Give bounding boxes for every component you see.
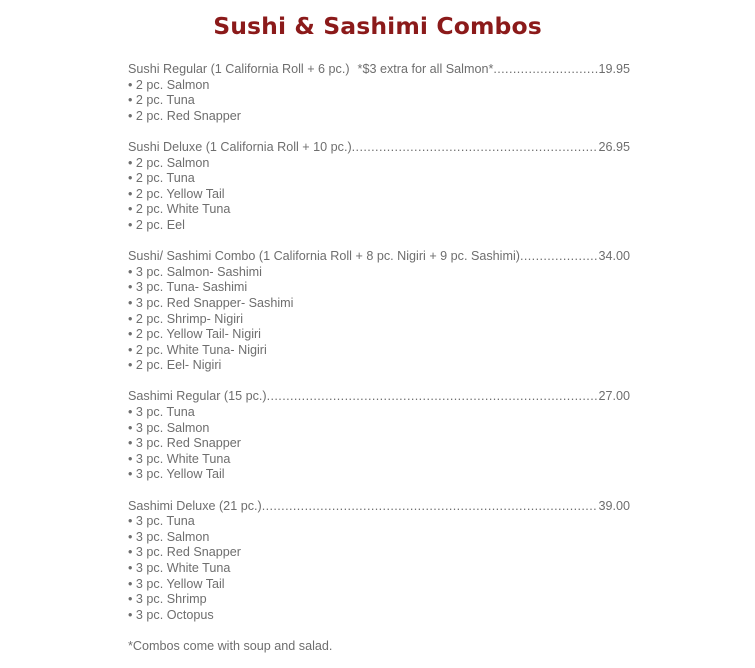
combo-item-text: 2 pc. White Tuna- Nigiri <box>135 342 267 357</box>
dot-leader <box>262 499 599 515</box>
bullet-icon: • <box>128 155 133 170</box>
combo-item <box>128 312 630 328</box>
combo-item <box>128 514 630 530</box>
combo-item-text: 2 pc. Shrimp- Nigiri <box>135 311 243 326</box>
combo-name: Sushi Deluxe (1 California Roll + 10 pc.) <box>128 139 352 154</box>
combo-item <box>128 467 630 483</box>
combo-item <box>128 592 630 608</box>
combo-price: 26.95 <box>598 139 630 154</box>
bullet-icon: • <box>128 217 133 232</box>
combo-item-text: 3 pc. Salmon <box>135 529 210 544</box>
combo-item-text: 3 pc. Salmon <box>135 420 210 435</box>
combo-item <box>128 78 630 94</box>
combo-item-text: 3 pc. Tuna- Sashimi <box>135 280 248 295</box>
combo-item <box>128 109 630 125</box>
combo-item <box>128 218 630 234</box>
bullet-icon: • <box>128 280 133 295</box>
bullet-icon: • <box>128 327 133 342</box>
combo-item <box>128 265 630 281</box>
combo-item-text: 2 pc. Tuna <box>135 93 195 108</box>
combo-note: *$3 extra for all Salmon* <box>357 62 494 76</box>
combo-item-text: 2 pc. Eel- Nigiri <box>135 358 222 373</box>
combo-price: 34.00 <box>598 249 630 264</box>
combo-item-text: 3 pc. Tuna <box>135 405 195 420</box>
dot-leader <box>352 140 599 156</box>
footnote: *Combos come with soup and salad. <box>128 638 333 653</box>
combo-header <box>128 389 630 405</box>
combo-section <box>128 499 630 624</box>
combo-item-text: 3 pc. Red Snapper- Sashimi <box>135 295 294 310</box>
bullet-icon: • <box>128 592 133 607</box>
bullet-icon: • <box>128 108 133 123</box>
combo-item-list <box>128 514 630 623</box>
bullet-icon: • <box>128 358 133 373</box>
combo-item-list <box>128 405 630 483</box>
bullet-icon: • <box>128 561 133 575</box>
combo-item <box>128 327 630 343</box>
combo-name: Sushi Regular (1 California Roll + 6 pc.) <box>128 62 350 76</box>
combo-header <box>128 62 630 78</box>
bullet-icon: • <box>128 171 133 186</box>
combo-item <box>128 421 630 437</box>
bullet-icon: • <box>128 264 133 279</box>
combo-item-text: 3 pc. White Tuna <box>135 561 231 575</box>
combo-item <box>128 452 630 468</box>
combo-item-list <box>128 156 630 234</box>
combo-item-text: 3 pc. Yellow Tail <box>135 467 225 482</box>
combo-item-text: 2 pc. Yellow Tail- Nigiri <box>135 327 261 342</box>
dot-leader <box>520 249 599 265</box>
bullet-icon: • <box>128 295 133 310</box>
combo-item <box>128 405 630 421</box>
combo-item-text: 2 pc. Red Snapper <box>135 108 241 123</box>
bullet-icon: • <box>128 451 133 466</box>
bullet-icon: • <box>128 514 133 529</box>
combo-item-text: 3 pc. Tuna <box>135 514 195 529</box>
combo-item-list <box>128 78 630 125</box>
combo-item-text: 3 pc. Yellow Tail <box>135 576 225 591</box>
combo-item-text: 3 pc. Salmon- Sashimi <box>135 264 262 279</box>
combo-section <box>128 389 630 483</box>
combo-item-text: 3 pc. Red Snapper <box>135 545 241 560</box>
combo-section <box>128 140 630 234</box>
bullet-icon: • <box>128 436 133 451</box>
combo-item <box>128 436 630 452</box>
bullet-icon: • <box>128 607 133 622</box>
combo-item <box>128 343 630 359</box>
bullet-icon: • <box>128 545 133 560</box>
combo-item <box>128 171 630 187</box>
dot-leader <box>267 389 599 405</box>
combo-item-text: 3 pc. White Tuna <box>135 451 231 466</box>
combo-item-text: 3 pc. Red Snapper <box>135 436 241 451</box>
bullet-icon: • <box>128 405 133 420</box>
combo-item <box>128 93 630 109</box>
combo-section <box>128 62 630 124</box>
combo-item-text: 2 pc. Eel <box>135 217 185 232</box>
combo-header <box>128 140 630 156</box>
combo-item-list <box>128 265 630 374</box>
combo-item <box>128 187 630 203</box>
combo-name: Sashimi Deluxe (21 pc.) <box>128 498 262 513</box>
combo-item <box>128 296 630 312</box>
combo-item <box>128 358 630 374</box>
bullet-icon: • <box>128 93 133 108</box>
combo-item-text: 2 pc. Salmon <box>135 77 210 92</box>
combo-item <box>128 545 630 561</box>
combo-item-text: 2 pc. Yellow Tail <box>135 186 225 201</box>
combo-list <box>128 62 630 623</box>
bullet-icon: • <box>128 576 133 591</box>
combo-item-text: 3 pc. Octopus <box>135 607 214 622</box>
combo-item <box>128 608 630 624</box>
bullet-icon: • <box>128 311 133 326</box>
combo-price: 39.00 <box>598 498 630 513</box>
combo-header <box>128 249 630 265</box>
combo-item <box>128 202 630 218</box>
bullet-icon: • <box>128 77 133 92</box>
combo-header <box>128 499 630 515</box>
combo-name: Sushi/ Sashimi Combo (1 California Roll + 8 pc. Nigiri + 9 pc. Sashimi) <box>128 249 520 264</box>
combo-item <box>128 280 630 296</box>
combo-name: Sashimi Regular (15 pc.) <box>128 389 267 404</box>
bullet-icon: • <box>128 186 133 201</box>
combo-item <box>128 530 630 546</box>
combo-item <box>128 156 630 172</box>
bullet-icon: • <box>128 202 133 217</box>
bullet-icon: • <box>128 529 133 544</box>
bullet-icon: • <box>128 420 133 435</box>
combo-item <box>128 577 630 593</box>
dot-leader <box>493 62 598 78</box>
combo-item-text: 2 pc. Tuna <box>135 171 195 186</box>
bullet-icon: • <box>128 467 133 482</box>
combo-item <box>128 561 630 577</box>
combo-menu <box>128 62 630 655</box>
bullet-icon: • <box>128 342 133 357</box>
combo-item-text: 3 pc. Shrimp <box>135 592 207 607</box>
page-title: Sushi & Sashimi Combos <box>213 12 542 40</box>
combo-item-text: 2 pc. White Tuna <box>135 202 231 217</box>
combo-section <box>128 249 630 374</box>
combo-price: 19.95 <box>598 62 630 76</box>
combo-item-text: 2 pc. Salmon <box>135 155 210 170</box>
combo-price: 27.00 <box>598 389 630 404</box>
